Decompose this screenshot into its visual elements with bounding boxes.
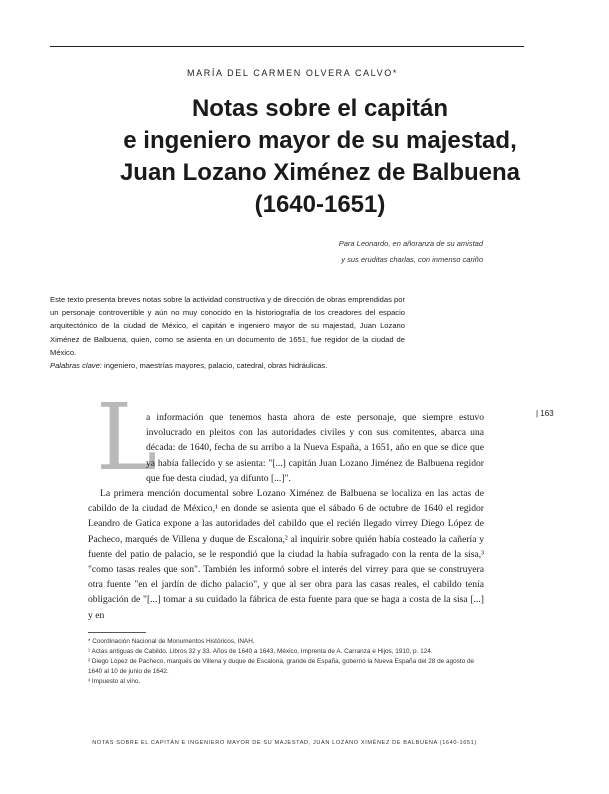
- title-line: Juan Lozano Ximénez de Balbuena: [119, 159, 521, 186]
- footnotes: [88, 637, 488, 687]
- footnote: * Coordinación Nacional de Monumentos Históricos, INAH.: [88, 638, 255, 645]
- drop-cap: L: [96, 384, 158, 491]
- title-line: Notas sobre el capitán: [191, 95, 449, 122]
- header-rule: [50, 46, 524, 47]
- page-number: | 163: [536, 409, 554, 418]
- body-text: [88, 410, 484, 623]
- article-title: [40, 93, 600, 221]
- abstract: [50, 293, 405, 372]
- title-line: e ingeniero mayor de su majestad,: [123, 127, 517, 154]
- dedication-line: Para Leonardo, en añoranza de su amistad: [338, 239, 483, 248]
- paragraph: a información que tenemos hasta ahora de este personaje, que siempre estuvo involucrado en pleitos con las autoridades civiles y con sus comitentes, abarca una década: de 1640, fecha de su arribo a la Nueva España, a 1651, año en que se dice que ya había fallecido y se asienta: "[...] capitán Juan Lozano Jiménez de Balbuena regidor que fue desta ciudad, ya difunto [...]".: [146, 412, 484, 484]
- title-line: (1640-1651): [254, 191, 386, 218]
- abstract-text: Este texto presenta breves notas sobre la actividad constructiva y de dirección de obras emprendidas por un personaje controvertible y aún no muy conocido en la historiografía de los creadores del espacio arquitectónico de la ciudad de México, el capitán e ingeniero mayor de su majestad, Juan Lozano Ximénez de Balbuena, quien, como se asienta en un documento de 1651, fue regidor de la ciudad de México.: [50, 295, 405, 357]
- dedication: [339, 236, 483, 268]
- running-footer: NOTAS SOBRE EL CAPITÁN E INGENIERO MAYOR DE SU MAJESTAD, JUAN LOZANO XIMÉNEZ DE BALBUENA (1640-1651): [92, 740, 477, 746]
- paragraph: La primera mención documental sobre Lozano Ximénez de Balbuena se localiza en las actas de cabildo de la ciudad de México,¹ en donde se asienta que el sábado 6 de octubre de 1640 el regidor Leandro de Gatica expone a las autoridades del cabildo que el recién llegado virrey Diego López de Pacheco, marqués de Villena y duque de Escalona,² al inquirir sobre quién había costeado la cañería y fuente del patio de palacio, se le respondió que la ciudad la había sufragado con la renta de la sisa,³ "como tasas reales que son". También les informó sobre el interés del virrey para que se construyera otra fuente "en el jardín de dicho palacio", y que al ser obra para las casas reales, el cabildo tenía obligación de "[...] tomar a su cuidado la fábrica de esta fuente para que se haga a costa de la sisa [...] y en: [88, 488, 484, 621]
- footnote: ¹ Actas antiguas de Cabildo. Libros 32 y 33. Años de 1640 a 1643, México, Imprenta de A. Carranza e Hijos, 1910, p. 124.: [88, 648, 433, 655]
- author-line: MARÍA DEL CARMEN OLVERA CALVO*: [187, 68, 398, 78]
- keywords-label: Palabras clave:: [50, 361, 102, 371]
- footnote: ² Diego López de Pacheco, marqués de Villena y duque de Escalona, grande de España, gobernó la Nueva España del 28 de agosto de 1640 al 10 de junio de 1642.: [88, 658, 475, 675]
- footnote-rule: [88, 632, 146, 633]
- dedication-line: y sus eruditas charlas, con inmenso cariño: [341, 255, 483, 264]
- keywords: [50, 359, 405, 372]
- keywords-list: ingeniero, maestrías mayores, palacio, catedral, obras hidráulicas.: [101, 361, 328, 371]
- footnote: ³ Impuesto al vino.: [88, 678, 141, 685]
